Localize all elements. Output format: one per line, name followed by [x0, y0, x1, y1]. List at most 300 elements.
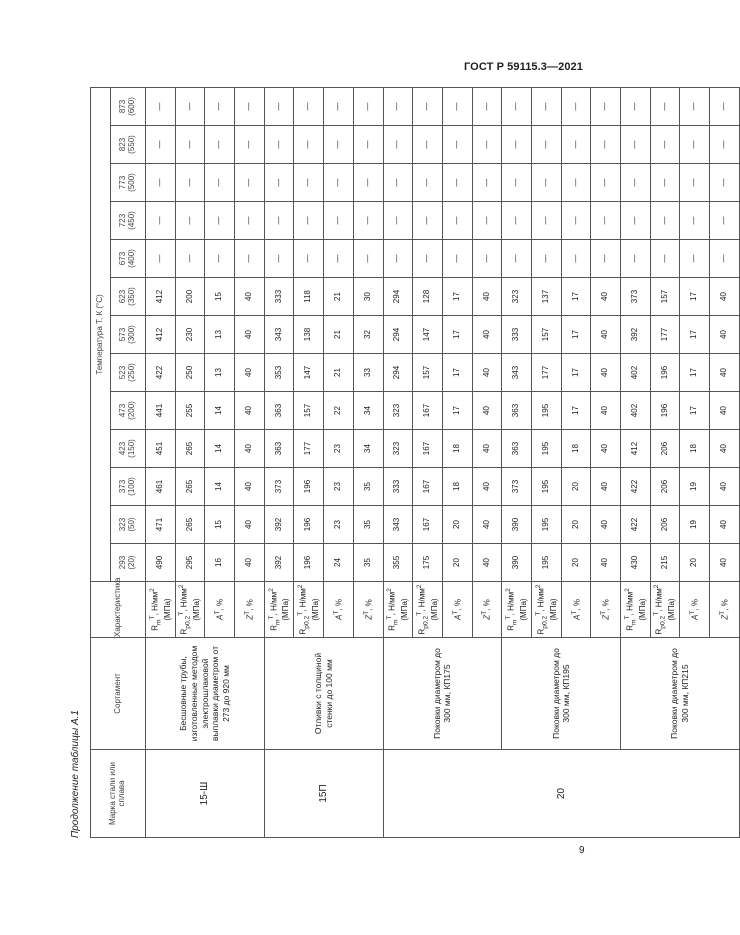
value-cell: 392 — [264, 544, 294, 582]
value-cell: 363 — [502, 392, 532, 430]
value-cell: 167 — [413, 392, 443, 430]
table-row — [502, 87, 532, 837]
value-cell: 137 — [531, 278, 561, 316]
header-temp-col — [111, 430, 146, 468]
value-cell: 17 — [442, 392, 472, 430]
value-cell: 392 — [621, 316, 651, 354]
characteristic: $Z^T$, % — [591, 582, 621, 638]
value-cell: — — [146, 126, 176, 164]
value-cell: 177 — [531, 354, 561, 392]
value-cell: — — [591, 164, 621, 202]
value-cell: — — [650, 240, 680, 278]
value-cell: 363 — [264, 392, 294, 430]
value-cell: 40 — [591, 392, 621, 430]
value-cell: 422 — [621, 506, 651, 544]
value-cell: — — [561, 164, 591, 202]
value-cell: 441 — [146, 392, 176, 430]
value-cell: 422 — [146, 354, 176, 392]
value-cell: — — [650, 87, 680, 125]
value-cell: — — [442, 164, 472, 202]
value-cell: — — [264, 240, 294, 278]
value-cell: 196 — [650, 392, 680, 430]
value-cell: 40 — [710, 544, 740, 582]
value-cell: — — [472, 164, 502, 202]
value-cell: 40 — [710, 506, 740, 544]
value-cell: 333 — [502, 316, 532, 354]
value-cell: — — [146, 87, 176, 125]
temp-celsius: (300) — [127, 325, 136, 344]
value-cell: — — [591, 202, 621, 240]
value-cell: — — [531, 126, 561, 164]
value-cell: — — [235, 202, 265, 240]
value-cell: 14 — [205, 392, 235, 430]
value-cell: 15 — [205, 506, 235, 544]
value-cell: — — [383, 87, 413, 125]
value-cell: 206 — [650, 468, 680, 506]
temp-celsius: (550) — [127, 135, 136, 154]
header-grade: Марка стали или сплава — [91, 750, 146, 838]
value-cell: 461 — [146, 468, 176, 506]
value-cell: 138 — [294, 316, 324, 354]
value-cell: — — [294, 126, 324, 164]
value-cell: — — [561, 202, 591, 240]
value-cell: 20 — [680, 544, 710, 582]
value-cell: — — [264, 87, 294, 125]
header-temp-col — [111, 544, 146, 582]
value-cell: 16 — [205, 544, 235, 582]
value-cell: 353 — [264, 354, 294, 392]
temp-celsius: (250) — [127, 363, 136, 382]
temp-kelvin: 623 — [118, 289, 128, 304]
value-cell: 20 — [442, 506, 472, 544]
value-cell: 20 — [442, 544, 472, 582]
value-cell: 17 — [680, 316, 710, 354]
value-cell: 373 — [621, 278, 651, 316]
temp-kelvin: 723 — [118, 213, 128, 228]
value-cell: 20 — [561, 468, 591, 506]
assortment: Отливки с толщиной стенки до 100 мм — [264, 638, 383, 750]
value-cell: 17 — [561, 354, 591, 392]
assortment: Бесшовные трубы, изготовленные методом электрошлаковой выплавки диаметром от 273 до 920 мм — [146, 638, 265, 750]
characteristic: $R_m^T$, $Н/мм^2$ (МПа) — [264, 582, 294, 638]
value-cell: 402 — [621, 392, 651, 430]
value-cell: 40 — [472, 392, 502, 430]
value-cell: 23 — [324, 468, 354, 506]
value-cell: — — [175, 202, 205, 240]
value-cell: — — [413, 126, 443, 164]
value-cell: — — [472, 126, 502, 164]
value-cell: 412 — [146, 316, 176, 354]
value-cell: — — [472, 87, 502, 125]
value-cell: — — [680, 240, 710, 278]
temp-celsius: (100) — [127, 477, 136, 496]
value-cell: 17 — [442, 278, 472, 316]
value-cell: — — [146, 164, 176, 202]
value-cell: 206 — [650, 506, 680, 544]
value-cell: — — [353, 126, 383, 164]
value-cell: 40 — [472, 544, 502, 582]
value-cell: — — [621, 240, 651, 278]
header-temp-col — [111, 202, 146, 240]
value-cell: 13 — [205, 354, 235, 392]
value-cell: — — [680, 202, 710, 240]
value-cell: 40 — [235, 430, 265, 468]
value-cell: 34 — [353, 392, 383, 430]
value-cell: — — [561, 126, 591, 164]
value-cell: 294 — [383, 354, 413, 392]
value-cell: 343 — [502, 354, 532, 392]
value-cell: — — [353, 87, 383, 125]
temp-kelvin: 323 — [118, 517, 128, 532]
value-cell: 196 — [294, 544, 324, 582]
value-cell: — — [294, 240, 324, 278]
assortment: Поковки диаметром до 300 мм, КП175 — [383, 638, 502, 750]
value-cell: — — [413, 240, 443, 278]
header-temperature: Температура T, К (°C) — [91, 87, 111, 581]
value-cell: — — [650, 164, 680, 202]
value-cell: 20 — [561, 544, 591, 582]
value-cell: — — [710, 87, 740, 125]
value-cell: 40 — [710, 468, 740, 506]
page-number: 9 — [579, 845, 585, 856]
value-cell: 18 — [442, 430, 472, 468]
value-cell: — — [472, 240, 502, 278]
value-cell: 40 — [710, 430, 740, 468]
header-characteristic: Характеристика — [91, 582, 146, 638]
temp-kelvin: 523 — [118, 365, 128, 380]
value-cell: — — [264, 202, 294, 240]
value-cell: 40 — [591, 430, 621, 468]
value-cell: — — [235, 87, 265, 125]
value-cell: 40 — [710, 316, 740, 354]
value-cell: 20 — [561, 506, 591, 544]
value-cell: — — [146, 240, 176, 278]
value-cell: — — [531, 164, 561, 202]
value-cell: — — [205, 202, 235, 240]
value-cell: 35 — [353, 544, 383, 582]
value-cell: 167 — [413, 430, 443, 468]
value-cell: — — [294, 87, 324, 125]
standard-number: ГОСТ Р 59115.3—2021 — [463, 61, 583, 73]
value-cell: 333 — [264, 278, 294, 316]
value-cell: 195 — [531, 392, 561, 430]
value-cell: — — [650, 126, 680, 164]
value-cell: 333 — [383, 468, 413, 506]
value-cell: — — [710, 126, 740, 164]
header-temp-col — [111, 126, 146, 164]
value-cell: — — [353, 164, 383, 202]
temp-celsius: (450) — [127, 211, 136, 230]
value-cell: — — [591, 87, 621, 125]
value-cell: 363 — [264, 430, 294, 468]
steel-grade: 15-Ш — [146, 750, 265, 838]
value-cell: 323 — [383, 392, 413, 430]
characteristic: $R_m^T$, $Н/мм^2$ (МПа) — [621, 582, 651, 638]
value-cell: — — [502, 126, 532, 164]
value-cell: 40 — [472, 430, 502, 468]
value-cell: 17 — [561, 392, 591, 430]
value-cell: — — [413, 87, 443, 125]
temp-celsius: (350) — [127, 287, 136, 306]
value-cell: 17 — [680, 278, 710, 316]
table-row — [264, 87, 294, 837]
value-cell: 40 — [591, 468, 621, 506]
table-row — [146, 87, 176, 837]
characteristic: $R_{p0,2}^T$, $Н/мм^2$ (МПа) — [175, 582, 205, 638]
value-cell: 157 — [650, 278, 680, 316]
value-cell: 195 — [531, 430, 561, 468]
value-cell: 412 — [146, 278, 176, 316]
value-cell: 265 — [175, 430, 205, 468]
steel-grade: 15П — [264, 750, 383, 838]
value-cell: — — [502, 202, 532, 240]
value-cell: 343 — [264, 316, 294, 354]
assortment: Поковки диаметром до 300 мм, КП215 — [621, 638, 740, 750]
value-cell: — — [294, 164, 324, 202]
value-cell: — — [324, 87, 354, 125]
value-cell: 422 — [621, 468, 651, 506]
value-cell: — — [442, 202, 472, 240]
value-cell: 255 — [175, 392, 205, 430]
value-cell: — — [175, 164, 205, 202]
value-cell: 17 — [680, 392, 710, 430]
value-cell: 19 — [680, 468, 710, 506]
value-cell: — — [235, 126, 265, 164]
value-cell: 230 — [175, 316, 205, 354]
temp-celsius: (200) — [127, 401, 136, 420]
temp-celsius: (500) — [127, 173, 136, 192]
value-cell: 40 — [591, 316, 621, 354]
value-cell: — — [294, 202, 324, 240]
characteristic: $Z^T$, % — [235, 582, 265, 638]
value-cell: — — [502, 240, 532, 278]
value-cell: — — [621, 164, 651, 202]
value-cell: 40 — [235, 316, 265, 354]
value-cell: — — [531, 202, 561, 240]
value-cell: 250 — [175, 354, 205, 392]
value-cell: 157 — [294, 392, 324, 430]
value-cell: — — [650, 202, 680, 240]
value-cell: — — [383, 126, 413, 164]
value-cell: 18 — [561, 430, 591, 468]
value-cell: 373 — [502, 468, 532, 506]
temp-celsius: (50) — [127, 517, 136, 532]
value-cell: — — [621, 202, 651, 240]
header-temp-col — [111, 87, 146, 125]
value-cell: 195 — [531, 468, 561, 506]
value-cell: — — [205, 164, 235, 202]
value-cell: 17 — [680, 354, 710, 392]
value-cell: 23 — [324, 506, 354, 544]
value-cell: 40 — [472, 354, 502, 392]
rotated-table-block — [65, 90, 730, 838]
value-cell: 451 — [146, 430, 176, 468]
value-cell: 30 — [353, 278, 383, 316]
value-cell: 17 — [442, 354, 472, 392]
value-cell: 157 — [531, 316, 561, 354]
table-row — [621, 87, 651, 837]
value-cell: 33 — [353, 354, 383, 392]
value-cell: 196 — [650, 354, 680, 392]
value-cell: 206 — [650, 430, 680, 468]
value-cell: — — [353, 202, 383, 240]
temp-kelvin: 673 — [118, 251, 128, 266]
value-cell: 32 — [353, 316, 383, 354]
value-cell: 294 — [383, 316, 413, 354]
value-cell: — — [502, 87, 532, 125]
header-temp-col — [111, 164, 146, 202]
table-caption: Продолжение таблицы А.1 — [70, 710, 81, 838]
value-cell: — — [621, 126, 651, 164]
characteristic: $R_{p0,2}^T$, $Н/мм^2$ (МПа) — [413, 582, 443, 638]
value-cell: 167 — [413, 468, 443, 506]
value-cell: 40 — [710, 354, 740, 392]
temp-kelvin: 573 — [118, 327, 128, 342]
value-cell: 118 — [294, 278, 324, 316]
value-cell: 40 — [591, 354, 621, 392]
value-cell: — — [531, 87, 561, 125]
temp-kelvin: 473 — [118, 403, 128, 418]
value-cell: — — [235, 240, 265, 278]
header-temp-col — [111, 354, 146, 392]
characteristic: $R_{p0,2}^T$, $Н/мм^2$ (МПа) — [650, 582, 680, 638]
value-cell: 177 — [650, 316, 680, 354]
value-cell: 490 — [146, 544, 176, 582]
value-cell: — — [383, 240, 413, 278]
value-cell: — — [264, 126, 294, 164]
value-cell: 147 — [294, 354, 324, 392]
value-cell: 175 — [413, 544, 443, 582]
value-cell: 40 — [472, 468, 502, 506]
temp-kelvin: 823 — [118, 137, 128, 152]
value-cell: 265 — [175, 506, 205, 544]
value-cell: 40 — [235, 468, 265, 506]
value-cell: 24 — [324, 544, 354, 582]
header-temp-col — [111, 240, 146, 278]
value-cell: — — [235, 164, 265, 202]
value-cell: 14 — [205, 430, 235, 468]
value-cell: — — [680, 126, 710, 164]
value-cell: 196 — [294, 506, 324, 544]
value-cell: — — [383, 164, 413, 202]
header-temp-col — [111, 468, 146, 506]
value-cell: — — [710, 240, 740, 278]
characteristic: $A^T$, % — [561, 582, 591, 638]
temp-celsius: (150) — [127, 439, 136, 458]
value-cell: 323 — [383, 430, 413, 468]
value-cell: 402 — [621, 354, 651, 392]
value-cell: 15 — [205, 278, 235, 316]
value-cell: — — [175, 240, 205, 278]
value-cell: 412 — [621, 430, 651, 468]
value-cell: 294 — [383, 278, 413, 316]
value-cell: 13 — [205, 316, 235, 354]
value-cell: 35 — [353, 506, 383, 544]
value-cell: — — [680, 87, 710, 125]
value-cell: — — [472, 202, 502, 240]
temp-kelvin: 293 — [118, 555, 128, 570]
temp-kelvin: 423 — [118, 441, 128, 456]
value-cell: — — [442, 126, 472, 164]
value-cell: 147 — [413, 316, 443, 354]
value-cell: 17 — [442, 316, 472, 354]
value-cell: 40 — [235, 506, 265, 544]
value-cell: — — [531, 240, 561, 278]
value-cell: — — [442, 240, 472, 278]
header-temp-col — [111, 506, 146, 544]
value-cell: — — [591, 126, 621, 164]
value-cell: 295 — [175, 544, 205, 582]
header-temp-col — [111, 392, 146, 430]
value-cell: 471 — [146, 506, 176, 544]
value-cell: — — [413, 164, 443, 202]
header-temp-col — [111, 278, 146, 316]
value-cell: 265 — [175, 468, 205, 506]
value-cell: — — [205, 87, 235, 125]
value-cell: 17 — [561, 278, 591, 316]
header-assortment: Сортамент — [91, 638, 146, 750]
characteristic: $R_m^T$, $Н/мм^2$ (МПа) — [502, 582, 532, 638]
temp-celsius: (20) — [127, 555, 136, 570]
value-cell: 215 — [650, 544, 680, 582]
value-cell: 128 — [413, 278, 443, 316]
value-cell: 430 — [621, 544, 651, 582]
value-cell: — — [680, 164, 710, 202]
value-cell: 40 — [591, 278, 621, 316]
value-cell: — — [324, 240, 354, 278]
value-cell: — — [561, 240, 591, 278]
value-cell: 390 — [502, 544, 532, 582]
value-cell: 34 — [353, 430, 383, 468]
value-cell: 167 — [413, 506, 443, 544]
value-cell: 343 — [383, 506, 413, 544]
value-cell: 21 — [324, 316, 354, 354]
value-cell: — — [175, 87, 205, 125]
temp-kelvin: 373 — [118, 479, 128, 494]
value-cell: — — [710, 202, 740, 240]
value-cell: 195 — [531, 544, 561, 582]
characteristic: $A^T$, % — [680, 582, 710, 638]
value-cell: 14 — [205, 468, 235, 506]
value-cell: — — [324, 202, 354, 240]
temp-celsius: (400) — [127, 249, 136, 268]
value-cell: 177 — [294, 430, 324, 468]
value-cell: — — [324, 126, 354, 164]
temp-kelvin: 773 — [118, 175, 128, 190]
characteristic: $R_m^T$, $Н/мм^2$ (МПа) — [383, 582, 413, 638]
value-cell: — — [324, 164, 354, 202]
value-cell: — — [710, 164, 740, 202]
temp-kelvin: 873 — [118, 99, 128, 114]
value-cell: 22 — [324, 392, 354, 430]
value-cell: 21 — [324, 278, 354, 316]
value-cell: 200 — [175, 278, 205, 316]
value-cell: — — [561, 87, 591, 125]
value-cell: — — [502, 164, 532, 202]
value-cell: 390 — [502, 506, 532, 544]
characteristic: $Z^T$, % — [353, 582, 383, 638]
value-cell: — — [175, 126, 205, 164]
value-cell: — — [205, 240, 235, 278]
value-cell: 23 — [324, 430, 354, 468]
value-cell: 40 — [472, 506, 502, 544]
value-cell: 17 — [561, 316, 591, 354]
value-cell: 40 — [235, 278, 265, 316]
characteristic: $R_{p0,2}^T$, $Н/мм^2$ (МПа) — [294, 582, 324, 638]
value-cell: — — [353, 240, 383, 278]
characteristic: $A^T$, % — [205, 582, 235, 638]
value-cell: — — [442, 87, 472, 125]
